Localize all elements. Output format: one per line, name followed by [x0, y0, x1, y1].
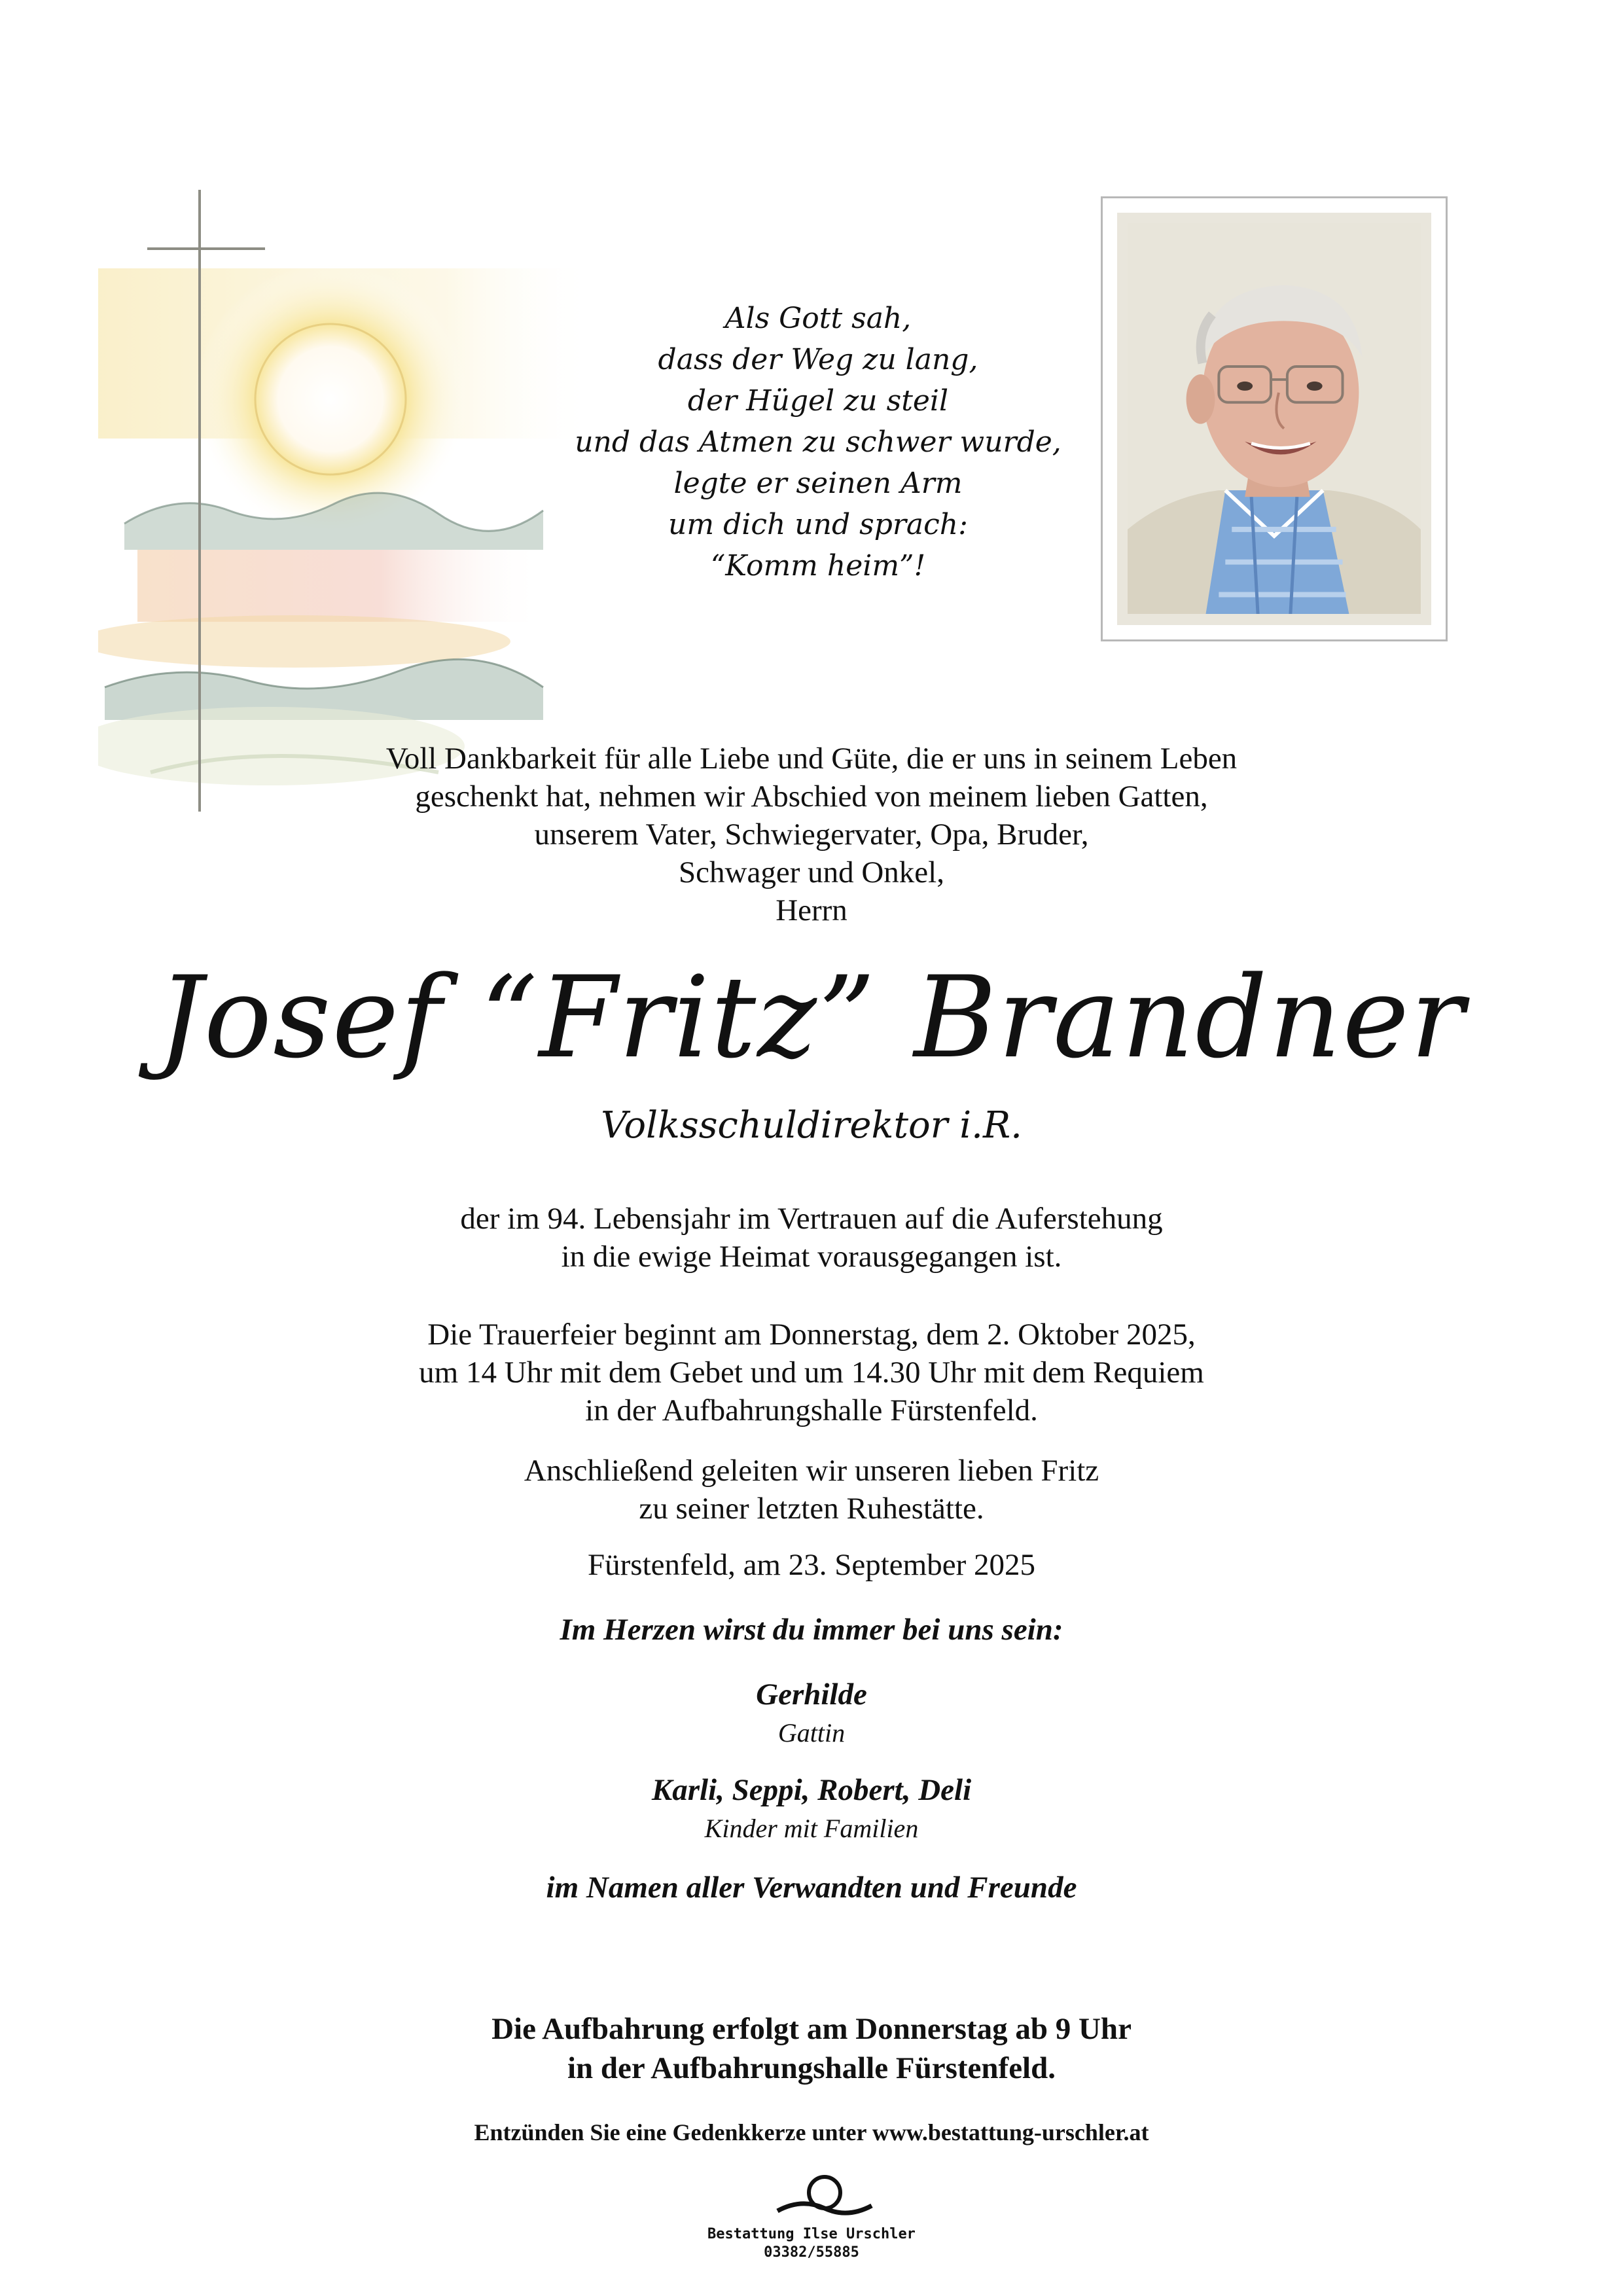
- portrait-frame: [1101, 196, 1448, 641]
- paragraph-line: Anschließend geleiten wir unseren lieben Fritz: [524, 1454, 1099, 1488]
- mourners-heading: Im Herzen wirst du immer bei uns sein:: [560, 1613, 1063, 1647]
- paragraph-line: Die Trauerfeier beginnt am Donnerstag, dem 2. Oktober 2025,: [427, 1318, 1196, 1352]
- intro-line: Voll Dankbarkeit für alle Liebe und Güte, die er uns in seinem Leben: [385, 742, 1238, 776]
- paragraph-line: in die ewige Heimat vorausgegangen ist.: [561, 1240, 1062, 1274]
- poem: [510, 298, 1126, 586]
- paragraph-line: zu seiner letzten Ruhestätte.: [639, 1492, 984, 1526]
- mourner-children-names: Karli, Seppi, Robert, Deli: [651, 1773, 972, 1807]
- poem-line: dass der Weg zu lang,: [658, 343, 978, 376]
- ceremony-paragraph: [196, 1316, 1427, 1429]
- poem-line: und das Atmen zu schwer wurde,: [575, 425, 1061, 459]
- paragraph-line: um 14 Uhr mit dem Gebet und um 14.30 Uhr mit dem Requiem: [419, 1355, 1204, 1390]
- viewing-line: in der Aufbahrungshalle Fürstenfeld.: [567, 2051, 1056, 2085]
- paragraph-line: in der Aufbahrungshalle Fürstenfeld.: [585, 1393, 1038, 1427]
- intro-text: [196, 740, 1427, 929]
- poem-line: um dich und sprach:: [668, 508, 968, 541]
- deceased-name: Josef “Fritz” Brandner: [157, 952, 1466, 1083]
- poem-line: Als Gott sah,: [724, 302, 912, 335]
- place-date: Fürstenfeld, am 23. September 2025: [588, 1548, 1035, 1582]
- portrait-photo: [1128, 223, 1421, 614]
- burial-paragraph: [196, 1452, 1427, 1528]
- mourner-others: im Namen aller Verwandten und Freunde: [546, 1871, 1077, 1905]
- paragraph-line: der im 94. Lebensjahr im Vertrauen auf die Auferstehung: [460, 1202, 1163, 1236]
- intro-line: Schwager und Onkel,: [679, 855, 944, 889]
- viewing-notice: [196, 2009, 1427, 2088]
- portrait-mat: [1117, 213, 1431, 625]
- mourner-children-role: Kinder mit Familien: [704, 1814, 919, 1843]
- viewing-line: Die Aufbahrung erfolgt am Donnerstag ab 9 Uhr: [491, 2012, 1132, 2046]
- mourner-spouse-name: Gerhilde: [756, 1677, 867, 1712]
- intro-line: Herrn: [776, 893, 847, 927]
- candle-note: Entzünden Sie eine Gedenkkerze unter www.bestattung-urschler.at: [474, 2119, 1149, 2145]
- intro-line: geschenkt hat, nehmen wir Abschied von meinem lieben Gatten,: [415, 780, 1208, 814]
- sun-horizon-logo-icon: [772, 2172, 877, 2224]
- poem-line: “Komm heim”!: [710, 549, 926, 583]
- deceased-title: Volksschuldirektor i.R.: [601, 1104, 1022, 1147]
- funeral-home: [589, 2225, 1034, 2262]
- poem-line: legte er seinen Arm: [673, 467, 963, 500]
- mourner-spouse-role: Gattin: [777, 1718, 846, 1748]
- intro-line: unserem Vater, Schwiegervater, Opa, Bruder,: [534, 817, 1089, 852]
- age-paragraph: [196, 1200, 1427, 1276]
- funeral-home-phone: 03382/55885: [764, 2244, 859, 2261]
- poem-line: der Hügel zu steil: [687, 384, 949, 418]
- funeral-home-name: Bestattung Ilse Urschler: [707, 2226, 916, 2242]
